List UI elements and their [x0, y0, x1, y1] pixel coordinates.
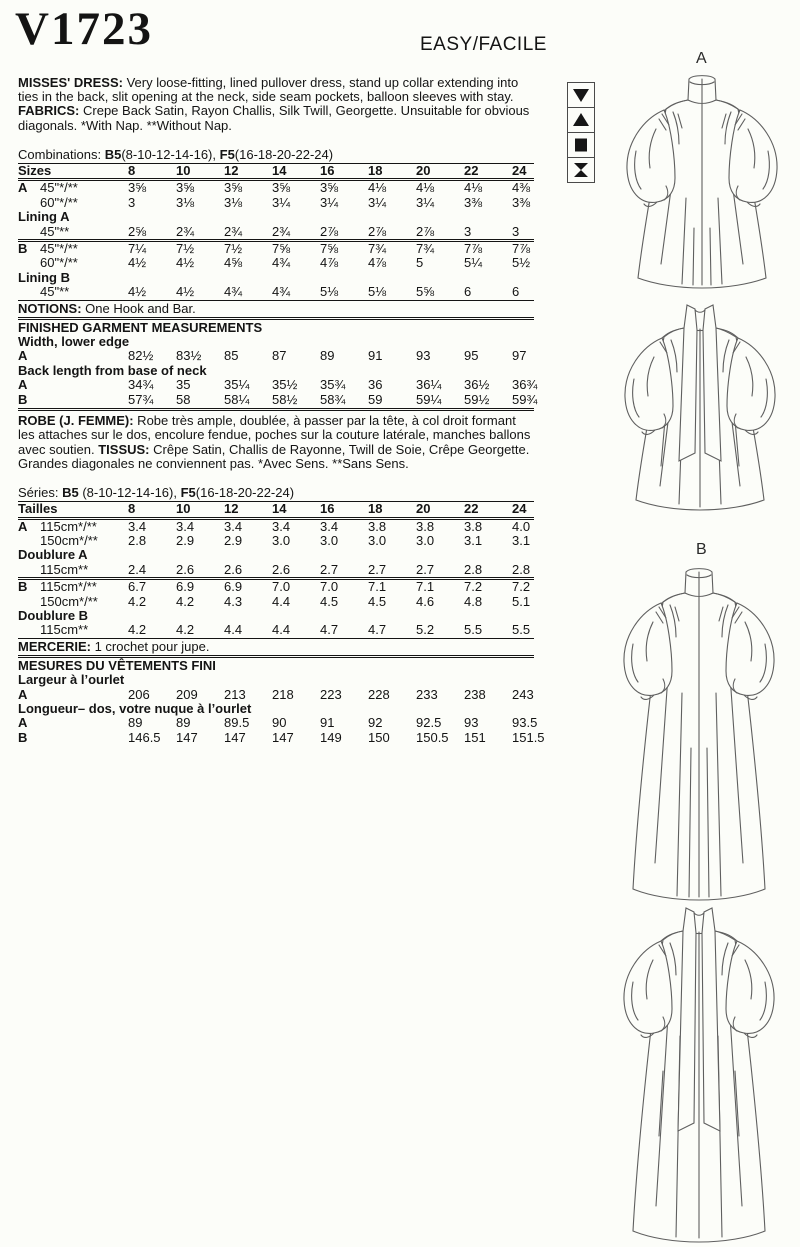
finished-measurements-table-en: [18, 334, 538, 407]
row-label: 115cm*/**: [40, 518, 97, 534]
value-cell: 2.7: [416, 561, 435, 577]
value-cell: 36¾: [512, 377, 538, 393]
value-cell: 5⅛: [320, 284, 339, 300]
size-column-header: 20: [416, 501, 431, 517]
table-row: [18, 335, 534, 349]
value-cell: 5.1: [512, 593, 531, 609]
value-cell: 4.2: [176, 622, 195, 638]
value-cell: 3: [128, 194, 136, 210]
table-row: [18, 534, 534, 548]
value-cell: 4.8: [464, 593, 483, 609]
value-cell: 87: [272, 348, 287, 364]
value-cell: 3.8: [464, 518, 483, 534]
notions-label: NOTIONS:: [18, 300, 82, 316]
table-row: [18, 196, 534, 210]
combinations-label: Combinations:: [18, 146, 105, 162]
value-cell: 58: [176, 391, 191, 407]
table-row: [18, 239, 534, 256]
value-cell: 4⅜: [512, 180, 531, 196]
value-cell: 4.4: [272, 622, 291, 638]
value-cell: 97: [512, 348, 527, 364]
table-row: [18, 702, 534, 716]
value-cell: 5½: [512, 255, 531, 271]
value-cell: 2.7: [320, 561, 339, 577]
size-column-header: 18: [368, 501, 383, 517]
mercerie-text: 1 crochet pour jupe.: [90, 638, 210, 654]
value-cell: 7½: [176, 241, 195, 257]
value-cell: 4¾: [272, 255, 291, 271]
size-column-header: 24: [512, 163, 527, 179]
combinations-group2: F5: [219, 146, 235, 162]
value-cell: 59: [368, 391, 383, 407]
value-cell: 7½: [224, 241, 243, 257]
table-row: [18, 520, 534, 534]
value-cell: 3.8: [368, 518, 387, 534]
value-cell: 89.5: [224, 715, 250, 731]
value-cell: 2¾: [176, 223, 195, 239]
section-label: Width, lower edge: [18, 334, 130, 350]
value-cell: 93.5: [512, 715, 538, 731]
value-cell: 218: [272, 686, 294, 702]
value-cell: 2.4: [128, 561, 147, 577]
size-column-header: 16: [320, 163, 335, 179]
value-cell: 3⅜: [512, 194, 531, 210]
section-label: Largeur à l’ourlet: [18, 672, 125, 688]
size-column-header: 10: [176, 501, 191, 517]
size-column-header: 22: [464, 163, 479, 179]
combinations-group1: B5: [104, 146, 122, 162]
value-cell: 2.8: [128, 532, 147, 548]
hourglass-icon: [567, 157, 595, 183]
size-column-header: 12: [224, 163, 239, 179]
value-cell: 4.4: [272, 593, 291, 609]
value-cell: 3⅛: [176, 194, 195, 210]
difficulty-label: EASY/FACILE: [420, 34, 547, 55]
combinations-line: [18, 148, 534, 164]
mercerie-label: MERCERIE:: [18, 638, 91, 654]
section-label: Doublure A: [18, 547, 88, 563]
value-cell: 95: [464, 348, 479, 364]
value-cell: 4¾: [272, 284, 291, 300]
value-cell: 59¼: [416, 391, 442, 407]
row-label: 150cm*/**: [40, 593, 98, 609]
value-cell: 58½: [272, 391, 298, 407]
value-cell: 93: [464, 715, 479, 731]
value-cell: 6.9: [176, 579, 195, 595]
value-cell: 7¾: [416, 241, 435, 257]
combinations-group2-sizes: (16-18-20-22-24): [234, 146, 334, 162]
series-group2-sizes: (16-18-20-22-24): [195, 484, 295, 500]
value-cell: 147: [272, 729, 294, 745]
table-row: [18, 729, 545, 745]
value-cell: 243: [512, 686, 534, 702]
row-label: 45"*/**: [40, 241, 78, 257]
view-a-label: A: [696, 50, 707, 67]
value-cell: 5⅝: [416, 284, 435, 300]
table-row: [18, 715, 538, 731]
row-label: 115cm**: [40, 622, 89, 638]
table-row: [18, 563, 534, 577]
view-key: A: [18, 348, 28, 364]
value-cell: 4.5: [368, 593, 387, 609]
fabrics-text-fr: Crêpe Satin, Challis de Rayonne, Twill de Soie, Crêpe Georgette. Grandes diagonales ne conviennent pas. *Avec Sens. **Sans Sens.: [18, 441, 530, 471]
value-cell: 35½: [272, 377, 298, 393]
value-cell: 4⅞: [320, 255, 339, 271]
table-row: [18, 688, 534, 702]
row-label: 45"**: [40, 284, 70, 300]
value-cell: 92.5: [416, 715, 442, 731]
value-cell: 3.4: [272, 518, 291, 534]
value-cell: 59½: [464, 391, 490, 407]
value-cell: 4.0: [512, 518, 531, 534]
table-row: [18, 673, 534, 687]
section-label: Lining A: [18, 209, 70, 225]
table-row: [18, 225, 534, 239]
table-row: [18, 285, 534, 299]
value-cell: 206: [128, 686, 150, 702]
value-cell: 3¼: [272, 194, 291, 210]
table-row: [18, 377, 538, 393]
value-cell: 150: [368, 729, 390, 745]
table-row: [18, 577, 534, 594]
value-cell: 4.3: [224, 593, 243, 609]
value-cell: 4½: [128, 284, 147, 300]
value-cell: 147: [176, 729, 198, 745]
value-cell: 146.5: [128, 729, 161, 745]
value-cell: 7.0: [320, 579, 339, 595]
view-b-front-illustration: [606, 563, 792, 901]
section-label: Lining B: [18, 269, 70, 285]
value-cell: 2¾: [224, 223, 243, 239]
value-cell: 36: [368, 377, 383, 393]
size-column-header: 24: [512, 501, 527, 517]
value-cell: 91: [368, 348, 383, 364]
value-cell: 7⅞: [464, 241, 483, 257]
value-cell: 7⅞: [512, 241, 531, 257]
value-cell: 228: [368, 686, 390, 702]
value-cell: 2.9: [176, 532, 195, 548]
table-row: [18, 256, 534, 270]
value-cell: 3⅝: [128, 180, 147, 196]
table-row: [18, 391, 538, 407]
row-label: 115cm**: [40, 561, 89, 577]
table-row: [18, 548, 534, 562]
value-cell: 4½: [176, 284, 195, 300]
view-key: A: [18, 377, 28, 393]
value-cell: 3⅝: [320, 180, 339, 196]
value-cell: 4.2: [128, 622, 147, 638]
section-label: Doublure B: [18, 607, 89, 623]
value-cell: 6: [512, 284, 520, 300]
triangle-down-icon: [567, 82, 595, 108]
table-row: [18, 349, 534, 363]
size-row-title: Sizes: [18, 163, 52, 179]
value-cell: 213: [224, 686, 246, 702]
value-cell: 4⅝: [224, 255, 243, 271]
notions-text: One Hook and Bar.: [81, 300, 196, 316]
row-label: 150cm*/**: [40, 532, 98, 548]
figure-type-symbols: [567, 83, 595, 183]
size-column-header: 8: [128, 501, 136, 517]
section-label: Longueur– dos, votre nuque à l’ourlet: [18, 701, 252, 716]
value-cell: 82½: [128, 348, 154, 364]
square-icon: [567, 132, 595, 158]
finished-measurements-title-en: FINISHED GARMENT MEASUREMENTS: [18, 319, 263, 335]
size-column-header: 12: [224, 501, 239, 517]
info-column: [18, 75, 545, 745]
value-cell: 36½: [464, 377, 490, 393]
value-cell: 58¼: [224, 391, 250, 407]
table-row: [18, 623, 534, 637]
value-cell: 4⅛: [464, 180, 483, 196]
value-cell: 7.1: [416, 579, 435, 595]
value-cell: 223: [320, 686, 342, 702]
value-cell: 4⅛: [416, 180, 435, 196]
value-cell: 6.9: [224, 579, 243, 595]
row-label: 60"*/**: [40, 194, 78, 210]
value-cell: 4.5: [320, 593, 339, 609]
triangle-up-icon: [567, 107, 595, 133]
finished-measurements-table-fr: [18, 672, 545, 745]
value-cell: 58¾: [320, 391, 346, 407]
value-cell: 5¼: [464, 255, 483, 271]
row-label: 60"*/**: [40, 255, 78, 271]
value-cell: 4¾: [224, 284, 243, 300]
size-row-title: Tailles: [18, 501, 58, 517]
value-cell: 6.7: [128, 579, 147, 595]
value-cell: 7¾: [368, 241, 387, 257]
series-group2: F5: [180, 484, 196, 500]
row-label: 45"**: [40, 223, 70, 239]
value-cell: 89: [320, 348, 335, 364]
value-cell: 3.0: [272, 532, 291, 548]
view-key: B: [18, 729, 28, 745]
value-cell: 4.2: [128, 593, 147, 609]
value-cell: 5.2: [416, 622, 435, 638]
value-cell: 3⅝: [272, 180, 291, 196]
size-column-header: 20: [416, 163, 431, 179]
value-cell: 2⅞: [320, 223, 339, 239]
view-a-back-illustration: [607, 298, 793, 512]
value-cell: 147: [224, 729, 246, 745]
value-cell: 4⅞: [368, 255, 387, 271]
value-cell: 209: [176, 686, 198, 702]
section-label: Back length from base of neck: [18, 362, 207, 378]
value-cell: 3⅜: [464, 194, 483, 210]
value-cell: 3: [464, 223, 472, 239]
value-cell: 3.1: [512, 532, 531, 548]
table-row: [18, 364, 534, 378]
imperial-yardage-table: [18, 164, 534, 300]
value-cell: 238: [464, 686, 486, 702]
value-cell: 92: [368, 715, 383, 731]
garment-text-en: Very loose-fitting, lined pullover dress, stand up collar extending into ties in the back, slit opening at the neck, side seam pockets, balloon sleeves with stay.: [18, 75, 519, 105]
value-cell: 7¼: [128, 241, 147, 257]
table-row: [18, 595, 534, 609]
value-cell: 3.4: [128, 518, 147, 534]
value-cell: 7.1: [368, 579, 387, 595]
value-cell: 2.6: [176, 561, 195, 577]
series-group1-sizes: (8-10-12-14-16),: [78, 484, 181, 500]
mercerie-line: [18, 638, 534, 658]
value-cell: 2¾: [272, 223, 291, 239]
garment-lead-fr: ROBE (J. FEMME):: [18, 413, 134, 429]
value-cell: 7.0: [272, 579, 291, 595]
value-cell: 34¾: [128, 377, 154, 393]
view-a-front-illustration: [609, 70, 795, 290]
combinations-group1-sizes: (8-10-12-14-16),: [121, 146, 220, 162]
value-cell: 89: [176, 715, 191, 731]
table-row: [18, 181, 534, 195]
value-cell: 3.1: [464, 532, 483, 548]
series-group1: B5: [62, 484, 79, 500]
pattern-number: V1723: [15, 3, 153, 55]
fabrics-lead-en: FABRICS:: [18, 103, 80, 119]
english-description: [18, 76, 534, 133]
value-cell: 3.4: [224, 518, 243, 534]
value-cell: 93: [416, 348, 431, 364]
size-column-header: 22: [464, 501, 479, 517]
size-column-header: 10: [176, 163, 191, 179]
value-cell: 2⅞: [416, 223, 435, 239]
finished-measurements-title-fr: MESURES DU VÊTEMENTS FINI: [18, 657, 216, 673]
view-key: A: [18, 715, 28, 731]
value-cell: 2⅞: [368, 223, 387, 239]
value-cell: 2.9: [224, 532, 243, 548]
value-cell: 2.8: [512, 561, 531, 577]
view-key: A: [18, 518, 28, 534]
value-cell: 3⅝: [176, 180, 195, 196]
value-cell: 5: [416, 255, 424, 271]
size-column-header: 14: [272, 501, 287, 517]
garment-lead-en: MISSES' DRESS:: [18, 75, 123, 90]
value-cell: 2⅝: [128, 223, 147, 239]
row-label: 115cm*/**: [40, 579, 97, 595]
view-key: B: [18, 391, 28, 407]
value-cell: 6: [464, 284, 472, 300]
value-cell: 35: [176, 377, 191, 393]
row-label: 45"*/**: [40, 180, 78, 196]
series-line: [18, 486, 534, 502]
table-row: [18, 210, 534, 224]
value-cell: 4½: [128, 255, 147, 271]
value-cell: 3¼: [320, 194, 339, 210]
value-cell: 3.0: [368, 532, 387, 548]
value-cell: 2.6: [272, 561, 291, 577]
value-cell: 5⅛: [368, 284, 387, 300]
value-cell: 3.4: [176, 518, 195, 534]
value-cell: 3⅛: [224, 194, 243, 210]
value-cell: 59¾: [512, 391, 538, 407]
value-cell: 3: [512, 223, 520, 239]
size-column-header: 14: [272, 163, 287, 179]
table-header-row: [18, 502, 534, 519]
value-cell: 233: [416, 686, 438, 702]
value-cell: 4½: [176, 255, 195, 271]
value-cell: 7⅝: [272, 241, 291, 257]
value-cell: 83½: [176, 348, 202, 364]
fabrics-lead-fr: TISSUS:: [98, 441, 150, 457]
table-row: [18, 609, 534, 623]
value-cell: 4.7: [368, 622, 387, 638]
value-cell: 5.5: [464, 622, 483, 638]
view-a-back-figure: [607, 298, 793, 512]
value-cell: 3¼: [416, 194, 435, 210]
value-cell: 35¼: [224, 377, 250, 393]
french-description: [18, 408, 534, 471]
value-cell: 7⅝: [320, 241, 339, 257]
value-cell: 3.0: [416, 532, 435, 548]
value-cell: 4.4: [224, 622, 243, 638]
value-cell: 5.5: [512, 622, 531, 638]
value-cell: 7.2: [512, 579, 531, 595]
size-column-header: 18: [368, 163, 383, 179]
table-header-row: [18, 164, 534, 181]
value-cell: 4.7: [320, 622, 339, 638]
value-cell: 7.2: [464, 579, 483, 595]
value-cell: 90: [272, 715, 287, 731]
notions-line: [18, 300, 534, 320]
value-cell: 3¼: [368, 194, 387, 210]
view-a-front-figure: [609, 70, 795, 290]
value-cell: 4⅛: [368, 180, 387, 196]
value-cell: 150.5: [416, 729, 449, 745]
value-cell: 36¼: [416, 377, 442, 393]
value-cell: 151: [464, 729, 486, 745]
garment-text-fr: Robe très ample, doublée, à passer par la tête, à col droit formant les attaches sur le dos, encolure fendue, poches sur la couture latérale, manches ballons avec soutien.: [18, 413, 531, 457]
value-cell: 3⅝: [224, 180, 243, 196]
view-key: A: [18, 180, 28, 196]
value-cell: 91: [320, 715, 335, 731]
value-cell: 57¾: [128, 391, 154, 407]
value-cell: 85: [224, 348, 239, 364]
value-cell: 149: [320, 729, 342, 745]
view-b-label: B: [696, 541, 707, 558]
fabrics-text-en: Crepe Back Satin, Rayon Challis, Silk Twill, Georgette. Unsuitable for obvious diagonals. *With Nap. **Without Nap.: [18, 103, 530, 133]
view-b-front-figure: [606, 563, 792, 901]
value-cell: 4.6: [416, 593, 435, 609]
series-label: Séries:: [18, 484, 63, 500]
size-column-header: 8: [128, 163, 136, 179]
value-cell: 89: [128, 715, 143, 731]
table-row: [18, 271, 534, 285]
value-cell: 3.8: [416, 518, 435, 534]
view-key: B: [18, 241, 28, 257]
value-cell: 2.7: [368, 561, 387, 577]
size-column-header: 16: [320, 501, 335, 517]
value-cell: 3.0: [320, 532, 339, 548]
view-key: B: [18, 579, 28, 595]
view-b-back-illustration: [606, 901, 792, 1243]
value-cell: 2.8: [464, 561, 483, 577]
view-key: A: [18, 686, 28, 702]
metric-yardage-table: [18, 502, 534, 638]
value-cell: 4.2: [176, 593, 195, 609]
view-b-back-figure: [606, 901, 792, 1243]
value-cell: 3.4: [320, 518, 339, 534]
value-cell: 2.6: [224, 561, 243, 577]
value-cell: 35¾: [320, 377, 346, 393]
value-cell: 151.5: [512, 729, 545, 745]
